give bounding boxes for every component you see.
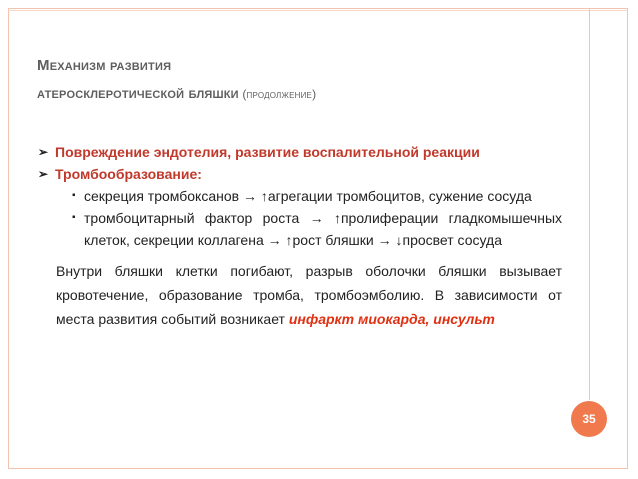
square-bullet-icon: ▪ — [72, 212, 76, 223]
title-suffix: (продолжение) — [242, 87, 317, 101]
page-number-badge — [571, 401, 607, 437]
vertical-rule — [589, 8, 590, 400]
frame-top-line — [8, 10, 628, 11]
sub-bullet-text: тромбоцитарный фактор роста → ↑пролиферации гладкомышечных клеток, секреции коллагена → ↑рост бляшки → ↓просвет сосуда — [84, 210, 562, 248]
sub-bullet-item — [72, 207, 562, 251]
title-line-1: Механизм развития — [37, 57, 172, 74]
title-line-2: атеросклеротической бляшки (продолжение) — [37, 85, 317, 102]
paragraph-highlight: инфаркт миокарда, инсульт — [288, 311, 495, 327]
page-number: 35 — [582, 412, 596, 426]
bullet-text: Тромбообразование: — [55, 166, 202, 182]
slide-title — [37, 52, 557, 108]
square-bullet-icon: ▪ — [72, 190, 76, 201]
bullet-text: Повреждение эндотелия, развитие воспалительной реакции — [55, 144, 480, 160]
body-paragraph — [56, 259, 562, 331]
sub-bullet-item — [72, 185, 562, 207]
bullet-item — [38, 141, 562, 163]
paragraph-text: Внутри бляшки клетки погибают, разрыв оболочки бляшки вызывает кровотечение, образование тромба, тромбоэмболию. В зависимости от места развития событий возникает — [56, 263, 562, 327]
arrowhead-bullet-icon: ➢ — [38, 145, 49, 159]
bullet-item — [38, 163, 562, 185]
arrowhead-bullet-icon: ➢ — [38, 167, 49, 181]
slide-content — [38, 141, 562, 331]
sub-bullet-text: секреция тромбоксанов → ↑агрегации тромбоцитов, сужение сосуда — [84, 188, 532, 204]
